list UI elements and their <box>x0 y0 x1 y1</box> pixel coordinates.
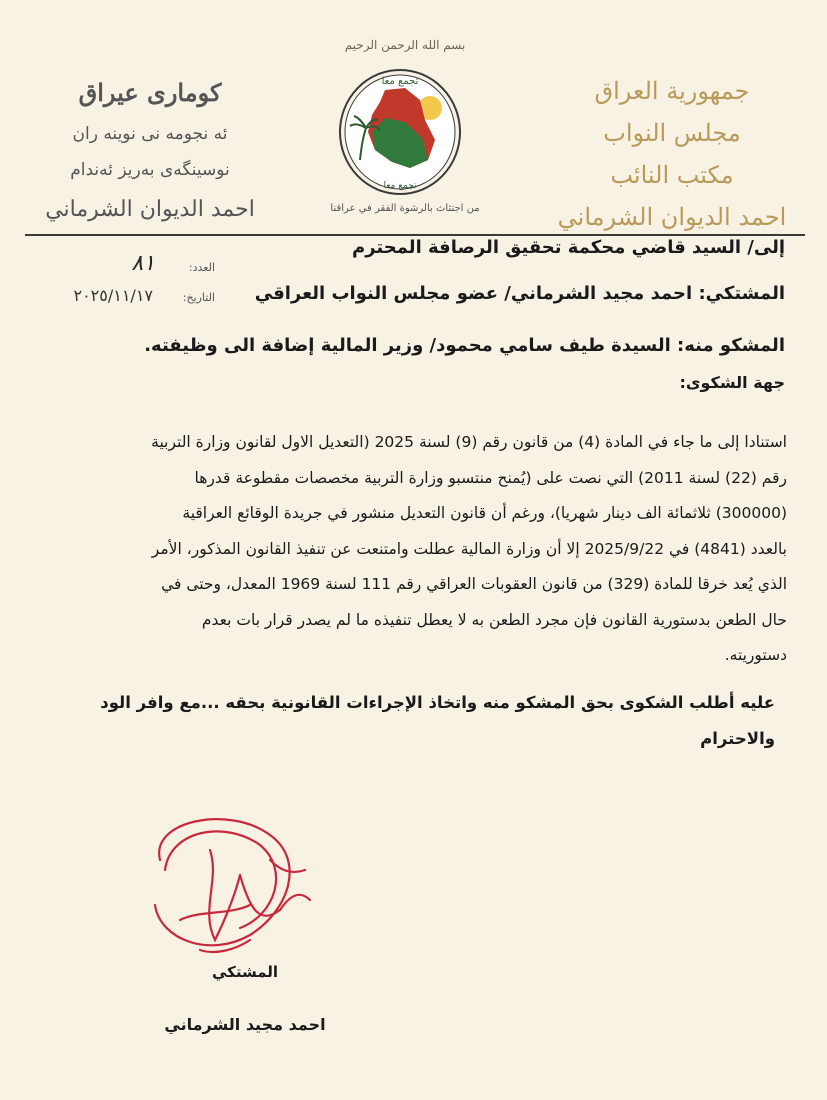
header-right-line: احمد الديوان الشرماني <box>557 203 787 231</box>
header-right-line: مكتب النائب <box>610 161 734 189</box>
defendant-line: المشكو منه: السيدة طيف سامي محمود/ وزير المالية إضافة الى وظيفته. <box>144 335 785 356</box>
header-left-line: كومارى عيراق <box>78 78 222 107</box>
number-row <box>30 251 215 285</box>
header-arabic <box>557 70 787 238</box>
paragraph-line: الذي يُعد خرقا للمادة (329) من قانون العقوبات العراقي رقم 111 لسنة 1969 المعدل، وحتى في <box>161 575 787 593</box>
header-divider <box>25 234 805 236</box>
header-left-line: احمد الديوان الشرماني <box>45 197 255 222</box>
paragraph-line: دستوريته. <box>724 646 787 664</box>
date-row <box>30 285 215 315</box>
date-value: ٢٠٢٥/١١/١٧ <box>73 286 153 305</box>
logo-top-text: تجمع معا <box>381 76 419 87</box>
number-label: العدد: <box>188 261 215 274</box>
handwritten-signature <box>140 800 320 970</box>
paragraph-line: رقم (22) لسنة 2011) التي نصت على (يُمنح منتسبو وزارة التربية مخصصات مقطوعة قدرها <box>194 468 787 487</box>
paragraph-line: بالعدد (4841) في 2025/9/22 إلا أن وزارة المالية عطلت وامتنعت عن تنفيذ القانون المذكور، الأمر <box>151 539 787 558</box>
header-right-line: جمهورية العراق <box>594 77 750 105</box>
header-left-line: نوسينگه‌ى به‌ريز ئه‌ندام <box>70 160 230 180</box>
paragraph-line: (300000) ثلاثمائة الف دينار شهريا)، ورغم أن قانون التعديل منشور في جريدة الوقائع العراقية <box>182 504 787 522</box>
subject-heading: جهة الشكوى: <box>679 373 785 392</box>
signature-name: احمد مجيد الشرماني <box>164 1015 326 1034</box>
party-logo <box>330 60 470 200</box>
complaint-paragraph <box>35 425 787 674</box>
logo-motto: من اجتثاث بالرشوة الفقر في عراقنا <box>330 203 480 214</box>
letter-meta <box>30 251 215 315</box>
header-right-line: مجلس النواب <box>603 119 741 147</box>
header-kurdish <box>30 70 270 232</box>
request-paragraph: عليه أطلب الشكوى بحق المشكو منه واتخاذ الإجراءات القانونية بحقه ...مع وافر الود والاحترام <box>100 693 775 748</box>
basmala: بسم الله الرحمن الرحيم <box>344 38 466 52</box>
paragraph-line: استنادا إلى ما جاء في المادة (4) من قانون رقم (9) لسنة 2025 (التعديل الاول لقانون وزارة التربية <box>151 433 787 451</box>
logo-bottom-text: تجمع معا <box>383 181 417 191</box>
paragraph-line: حال الطعن بدستورية القانون فإن مجرد الطعن به لا يعطل تنفيذه ما لم يصدر قرار بات بعدم <box>201 610 787 629</box>
signature-title: المشتكي <box>211 963 279 981</box>
date-label: التاريخ: <box>182 291 215 304</box>
addressee-line: إلى/ السيد قاضي محكمة تحقيق الرصافة المحترم <box>352 237 785 258</box>
number-value: ٨١ <box>131 251 155 276</box>
complainant-line: المشتكي: احمد مجيد الشرماني/ عضو مجلس النواب العراقي <box>254 283 785 304</box>
header-left-line: ئه نجومه نى نوينه ران <box>72 124 228 144</box>
